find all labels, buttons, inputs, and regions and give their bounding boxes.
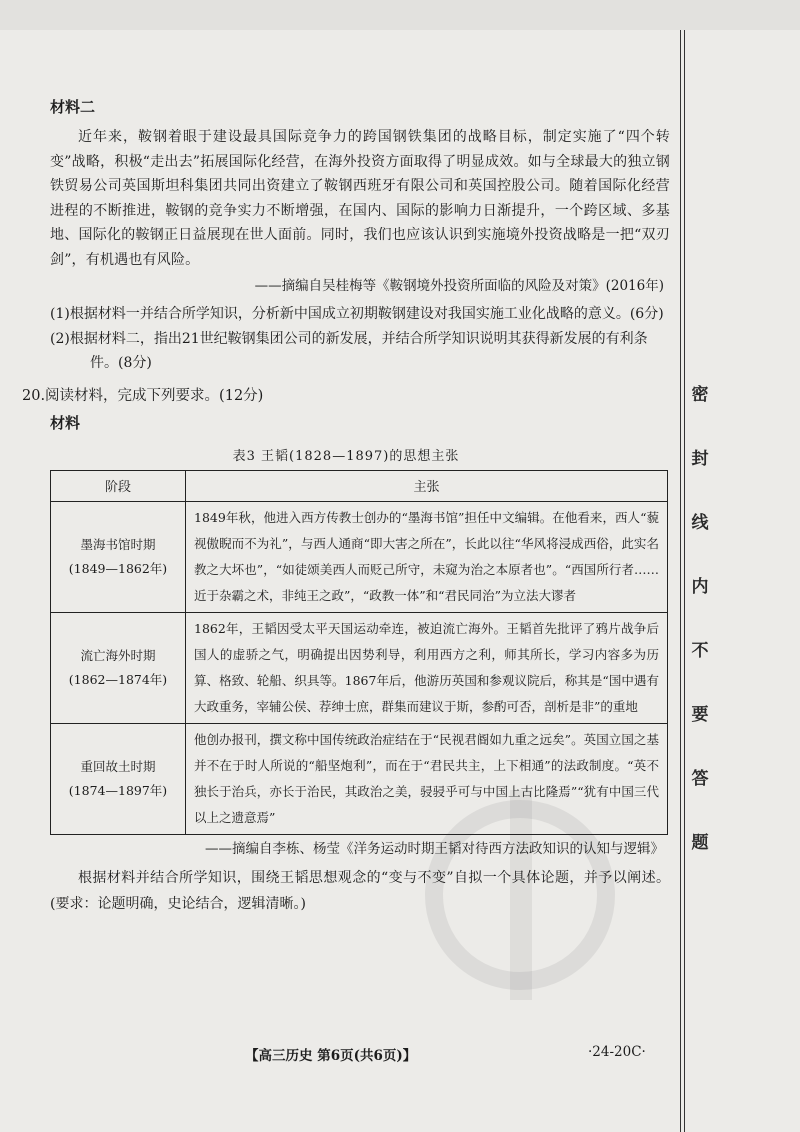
table-header-row [51, 470, 668, 501]
question-20-material-heading: 材料 [50, 413, 81, 432]
question-2: (2)根据材料二，指出21世纪鞍钢集团公司的新发展，并结合所学知识说明其获得新发展的有利条件。(8分) [50, 330, 648, 371]
seal-char: 线 [691, 513, 709, 533]
claim-cell: 1862年，王韬因受太平天国运动牵连，被迫流亡海外。王韬首先批评了鸦片战争后国人的虚骄之气，明确提出因势利导，利用西方之利，师其所长，学习内容多为历算、格致、轮船、织具等。1867年后，他游历英国和参观议院后，称其是“国中遇有大政重务，宰辅公侯、荐绅士庶，群集而建议于斯，参酌可否，剖析是非”的重地 [186, 612, 668, 723]
binding-margin-line [680, 30, 681, 1132]
stage-cell [51, 612, 186, 723]
stage-years: (1862—1874年) [68, 671, 168, 687]
stage-name: 墨海书馆时期 [80, 536, 156, 552]
table-row [51, 501, 668, 612]
seal-char: 封 [691, 449, 709, 469]
table-row [51, 723, 668, 834]
material2-paragraph: 近年来，鞍钢着眼于建设最具国际竞争力的跨国钢铁集团的战略目标，制定实施了“四个转变”战略，积极“走出去”拓展国际化经营，在海外投资方面取得了明显成效。如与全球最大的独立钢铁贸易公司英国斯坦科集团共同出资建立了鞍钢西班牙有限公司和英国控股公司。随着国际化经营进程的不断推进，鞍钢的竞争实力不断增强，在国内、国际的影响力日渐提升，一个跨区域、多基地、国际化的鞍钢正日益展现在世人面前。同时，我们也应该认识到实施境外投资战略是一把“双刃剑”，有机遇也有风险。 [50, 129, 670, 268]
stage-cell [51, 723, 186, 834]
claim-cell: 他创办报刊，撰文称中国传统政治症结在于“民视君阍如九重之远矣”。英国立国之基并不在于时人所说的“船坚炮利”，而在于“君民共主，上下相通”的法政制度。“英不独长于治兵，亦长于治民，其政治之美，骎骎乎可与中国上古比隆焉”“犹有中国三代以上之遗意焉” [186, 723, 668, 834]
stage-name: 重回故土时期 [80, 758, 156, 774]
question-20-task: 根据材料并结合所学知识，围绕王韬思想观念的“变与不变”自拟一个具体论题，并予以阐述。(要求：论题明确，史论结合，逻辑清晰。) [50, 869, 670, 912]
stage-name: 流亡海外时期 [80, 647, 156, 663]
claim-cell: 1849年秋，他进入西方传教士创办的“墨海书馆”担任中文编辑。在他看来，西人“藐视傲睨而不为礼”，与西人通商“即大害之所在”，长此以往“华风将浸成西俗，此实名教之大坏也”，“如徒颂美西人而贬己所守，未窥为治之本原者也”。“西国所行者……近于杂霸之术，非纯王之政”，“政教一体”和“君民同治”为立法大谬者 [186, 501, 668, 612]
column-header-claim: 主张 [186, 470, 668, 501]
stage-cell [51, 501, 186, 612]
exam-content [22, 96, 670, 917]
table-caption: 表3 王韬(1828—1897)的思想主张 [232, 448, 460, 464]
seal-char: 内 [691, 577, 709, 597]
binding-margin-line-inner [684, 30, 685, 1132]
material2-citation: ——摘编自吴桂梅等《鞍钢境外投资所面临的风险及对策》(2016年) [254, 278, 664, 294]
table-row [51, 612, 668, 723]
footer-exam-code: ·24-20C· [588, 1044, 646, 1060]
seal-char: 答 [691, 769, 709, 789]
stage-years: (1849—1862年) [68, 560, 168, 576]
seal-char: 不 [691, 641, 709, 661]
wang-tao-table [50, 470, 668, 835]
seal-char: 要 [691, 705, 709, 725]
question-20-prompt: 20.阅读材料，完成下列要求。(12分) [22, 387, 264, 404]
seal-line-notice [687, 380, 713, 892]
footer-page-info: 【高三历史 第6页(共6页)】 [245, 1048, 417, 1064]
question-20-citation: ——摘编自李栋、杨莹《洋务运动时期王韬对待西方法政知识的认知与逻辑》 [205, 840, 664, 857]
page-top-edge [0, 0, 800, 30]
seal-char: 题 [691, 833, 709, 853]
material2-heading: 材料二 [50, 98, 96, 116]
stage-years: (1874—1897年) [68, 782, 168, 798]
seal-char: 密 [691, 385, 709, 405]
question-1: (1)根据材料一并结合所学知识，分析新中国成立初期鞍钢建设对我国实施工业化战略的意义。(6分) [50, 306, 664, 322]
column-header-stage: 阶段 [51, 470, 186, 501]
